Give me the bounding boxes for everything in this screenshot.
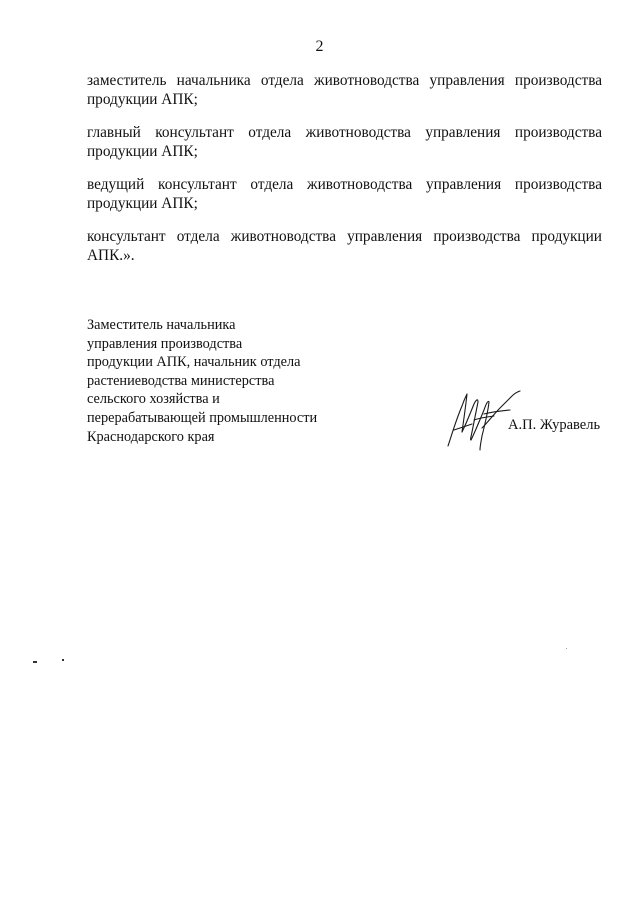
signatory-title [87, 316, 387, 446]
signatory-title-line: управления производства [87, 335, 243, 352]
signatory-title-line: Заместитель начальника [87, 317, 236, 333]
scan-speck [566, 648, 567, 649]
scan-speck [62, 659, 64, 661]
list-item: ведущий консультант отдела животноводства управления производства продукции АПК; [87, 176, 602, 212]
list-item: заместитель начальника отдела животноводства управления производства продукции АПК; [87, 72, 602, 108]
scan-speck [33, 661, 37, 663]
signatory-title-line: растениеводства министерства [87, 372, 275, 389]
page-number: 2 [315, 38, 324, 55]
position-list [87, 71, 602, 279]
list-item: главный консультант отдела животноводства управления производства продукции АПК; [87, 124, 602, 160]
signatory-title-line: продукции АПК, начальник отдела [87, 354, 301, 371]
signatory-title-line: Краснодарского края [87, 428, 215, 445]
signatory-title-line: перерабатывающей промышленности [87, 409, 318, 426]
signatory-title-line: сельского хозяйства и [87, 391, 220, 408]
signer-name: А.П. Журавель [508, 417, 601, 433]
list-item: консультант отдела животноводства управления производства продукции АПК.». [87, 228, 602, 264]
